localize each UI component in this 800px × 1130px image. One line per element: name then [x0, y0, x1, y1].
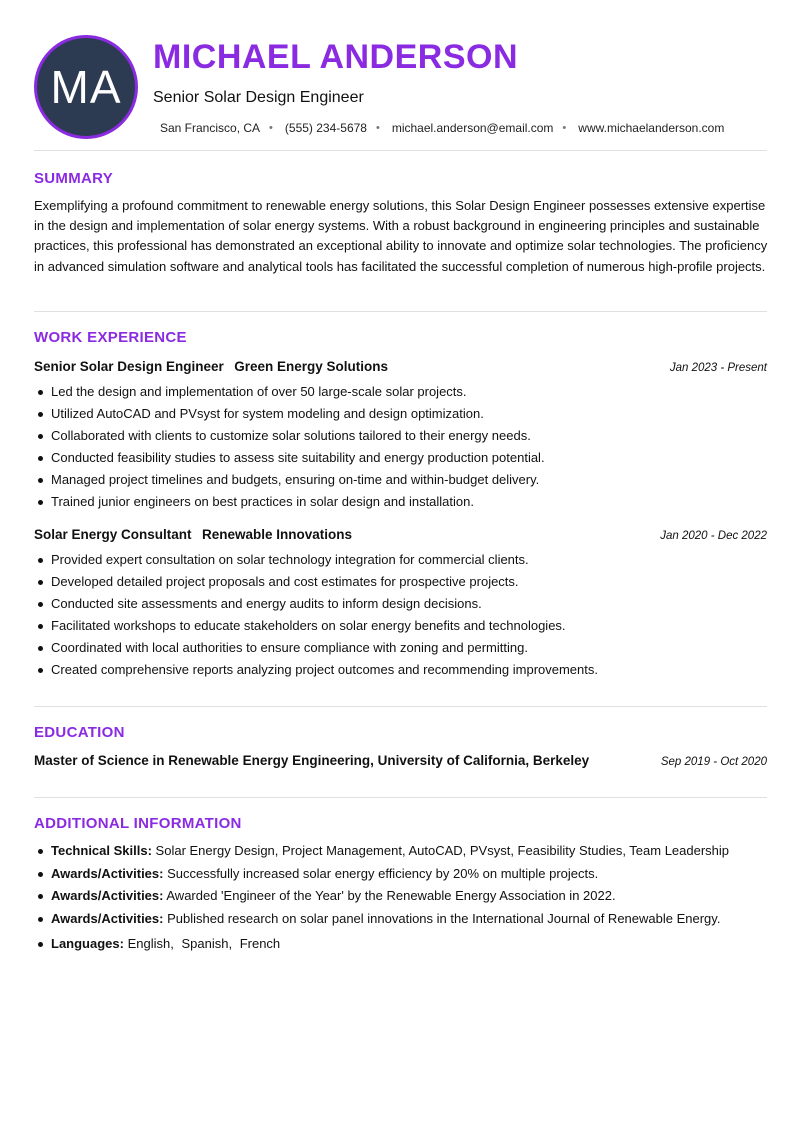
job-header — [34, 358, 767, 376]
contact-location: San Francisco, CA — [160, 121, 261, 135]
job-dates: Jan 2020 - Dec 2022 — [660, 530, 767, 542]
item-label: Awards/Activities: — [51, 910, 164, 926]
divider — [34, 797, 767, 798]
job-role: Solar Energy Consultant — [34, 527, 192, 542]
job-title: Senior Solar Design Engineer — [153, 89, 364, 106]
job-role-company — [34, 526, 352, 544]
job-company: Green Energy Solutions — [234, 359, 389, 374]
experience-heading: WORK EXPERIENCE — [34, 329, 187, 346]
education-degree: Master of Science in Renewable Energy Engineering, University of California, Berkeley — [34, 753, 590, 768]
item-text: Published research on solar panel innovations in the International Journal of Renewable Energy. — [167, 910, 721, 926]
contact-separator: • — [375, 122, 380, 134]
list-item — [34, 840, 767, 863]
language-item: Spanish, — [181, 936, 233, 951]
contact-website[interactable]: www.michaelanderson.com — [578, 121, 725, 135]
list-item: Conducted feasibility studies to assess site suitability and energy production potential. — [34, 447, 767, 469]
education-entry — [34, 753, 767, 768]
contact-separator: • — [269, 122, 273, 134]
list-item: Collaborated with clients to customize solar solutions tailored to their energy needs. — [34, 425, 767, 447]
list-item: Utilized AutoCAD and PVsyst for system modeling and design optimization. — [34, 403, 767, 425]
list-item: Developed detailed project proposals and cost estimates for prospective projects. — [34, 571, 767, 593]
list-item: Conducted site assessments and energy audits to inform design decisions. — [34, 593, 767, 615]
job-role-company — [34, 358, 388, 376]
education-heading: EDUCATION — [34, 724, 125, 741]
avatar-initials: MA — [50, 61, 122, 113]
contact-separator: • — [562, 122, 567, 134]
list-item: Managed project timelines and budgets, ensuring on-time and within-budget delivery. — [34, 469, 767, 491]
list-item: Provided expert consultation on solar technology integration for commercial clients. — [34, 549, 767, 571]
list-item: Facilitated workshops to educate stakeholders on solar energy benefits and technologies. — [34, 615, 767, 637]
job-header — [34, 526, 767, 544]
list-item — [34, 885, 767, 908]
job-dates: Jan 2023 - Present — [669, 362, 767, 374]
list-item — [34, 863, 767, 886]
avatar — [34, 35, 138, 139]
education-dates: Sep 2019 - Oct 2020 — [660, 756, 767, 768]
item-label: Technical Skills: — [51, 843, 152, 858]
summary-text: Exemplifying a profound commitment to renewable energy solutions, this Solar Design Engineer possesses extensive expertise in the design and implementation of solar energy systems. With a robust background in engineering principles and sustainable practices, this professional has demonstrated an exceptional ability to innovate and optimize solar technologies. The proficiency in advanced simulation software and analytical tools has facilitated the successful completion of numerous high-profile projects. — [34, 198, 768, 274]
additional-list — [34, 840, 767, 956]
list-item: Trained junior engineers on best practices in solar design and installation. — [34, 491, 767, 513]
job-role: Senior Solar Design Engineer — [34, 359, 224, 374]
summary-heading: SUMMARY — [34, 170, 114, 187]
candidate-name: MICHAEL ANDERSON — [153, 38, 519, 76]
job-bullets — [34, 381, 767, 513]
item-label: Awards/Activities: — [51, 888, 164, 903]
divider — [34, 150, 767, 151]
list-item: Led the design and implementation of over 50 large-scale solar projects. — [34, 381, 767, 403]
list-item — [34, 908, 767, 931]
contact-email[interactable]: michael.anderson@email.com — [391, 121, 554, 135]
list-item: Coordinated with local authorities to ensure compliance with zoning and permitting. — [34, 637, 767, 659]
item-label: Languages: — [51, 936, 124, 951]
job-bullets — [34, 549, 767, 681]
divider — [34, 311, 767, 312]
additional-heading: ADDITIONAL INFORMATION — [34, 815, 242, 832]
job-company: Renewable Innovations — [201, 527, 353, 542]
contact-bar — [160, 121, 724, 135]
item-label: Awards/Activities: — [51, 865, 164, 881]
contact-phone: (555) 234-5678 — [284, 121, 367, 135]
language-item: French — [239, 936, 281, 951]
language-item: English, — [127, 936, 174, 951]
item-text: Awarded 'Engineer of the Year' by the Renewable Energy Association in 2022. — [166, 888, 616, 903]
divider — [34, 706, 767, 707]
item-text: Successfully increased solar energy efficiency by 20% on multiple projects. — [167, 865, 599, 881]
item-text: Solar Energy Design, Project Management, AutoCAD, PVsyst, Feasibility Studies, Team Leadership — [155, 843, 730, 858]
list-item — [34, 933, 767, 956]
list-item: Created comprehensive reports analyzing project outcomes and recommending improvements. — [34, 659, 767, 681]
